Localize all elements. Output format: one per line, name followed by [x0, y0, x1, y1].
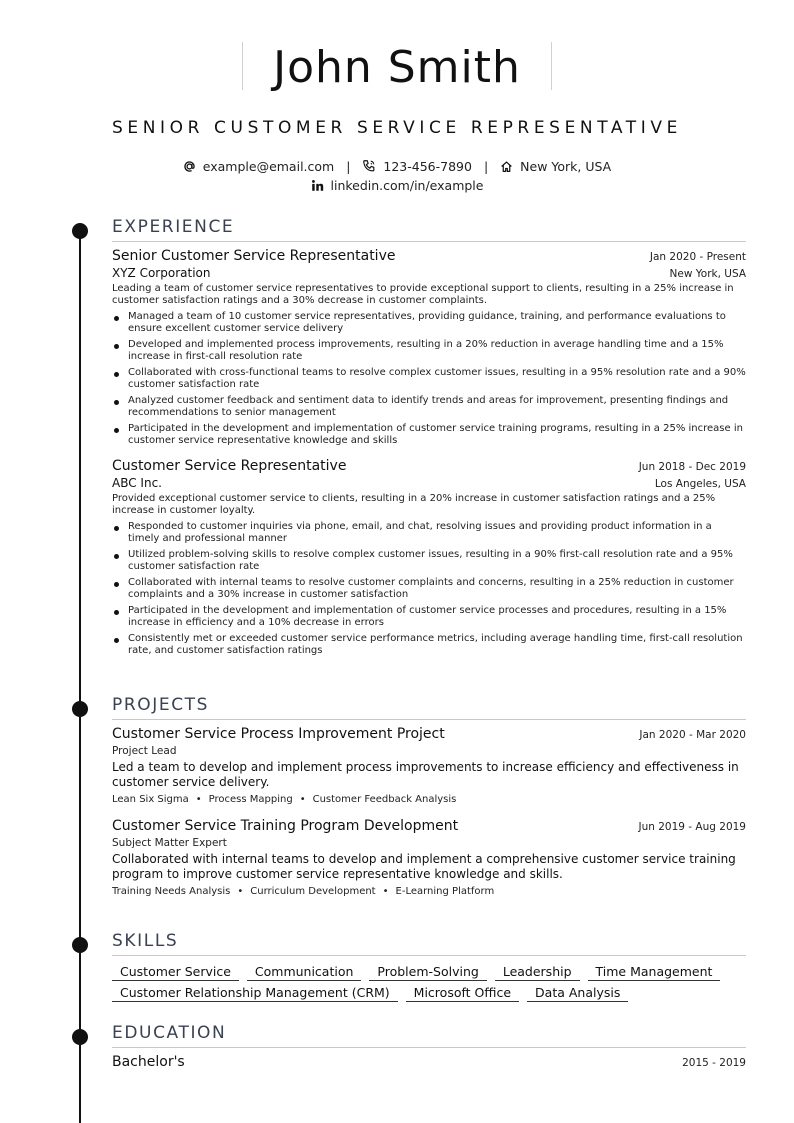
projects-section [112, 693, 746, 897]
list-item: Participated in the development and implementation of customer service processes and procedures, resulting in a 15% increase in efficiency and a 10% decrease in errors [112, 605, 746, 629]
job-bullets [112, 311, 746, 447]
list-item: Collaborated with internal teams to resolve customer complaints and concerns, resulting in a 25% reduction in customer complaints and a 30% increase in customer satisfaction [112, 577, 746, 601]
timeline-line [79, 230, 81, 1123]
skill-tag: Customer Relationship Management (CRM) [112, 985, 398, 1002]
project-dates: Jan 2020 - Mar 2020 [639, 729, 746, 741]
skills-section [112, 929, 746, 1006]
degree: Bachelor's [112, 1054, 185, 1070]
location-contact [500, 159, 611, 174]
skill-tag: Microsoft Office [406, 985, 519, 1002]
job-summary: Provided exceptional customer service to clients, resulting in a 20% increase in customer satisfaction ratings and a 25% increase in customer loyalty. [112, 493, 716, 516]
job-location: Los Angeles, USA [654, 478, 746, 490]
skill-tag: Leadership [495, 964, 580, 981]
skill-tag: Data Analysis [527, 985, 628, 1002]
linkedin-contact[interactable] [311, 178, 484, 193]
project-entry [112, 818, 746, 897]
keyword: Process Mapping [208, 794, 293, 805]
email-text: example@email.com [202, 159, 335, 174]
skill-tag: Communication [247, 964, 362, 981]
home-icon [500, 160, 513, 176]
phone-text: 123-456-7890 [383, 159, 472, 174]
experience-section [112, 215, 746, 661]
education-dates: 2015 - 2019 [682, 1057, 746, 1069]
skills-list [112, 964, 746, 1006]
project-title: Customer Service Training Program Development [112, 818, 459, 834]
keyword: Lean Six Sigma [112, 794, 189, 805]
list-item: Developed and implemented process improvements, resulting in a 20% reduction in average handling time and a 15% increase in first-call resolution rate [112, 339, 746, 363]
list-item: Analyzed customer feedback and sentiment data to identify trends and areas for improvement, presenting findings and recommendations to senior management [112, 395, 746, 419]
project-role: Subject Matter Expert [112, 837, 227, 849]
list-item: Responded to customer inquiries via phone, email, and chat, resolving issues and providing product information in a timely and professional manner [112, 521, 746, 545]
email-contact[interactable] [183, 159, 338, 174]
skill-tag: Customer Service [112, 964, 239, 981]
keyword-separator: • [195, 794, 202, 805]
job-bullets [112, 521, 746, 657]
section-divider [112, 1047, 746, 1048]
job-title: Customer Service Representative [112, 458, 347, 474]
section-title: PROJECTS [112, 695, 210, 715]
project-keywords [112, 886, 746, 897]
education-section [112, 1021, 746, 1070]
headline: SENIOR CUSTOMER SERVICE REPRESENTATIVE [112, 118, 682, 138]
job-title: Senior Customer Service Representative [112, 248, 396, 264]
skill-tag: Problem-Solving [369, 964, 486, 981]
timeline-dot-education [72, 1029, 88, 1045]
job-dates: Jan 2020 - Present [649, 251, 746, 263]
keyword: Customer Feedback Analysis [312, 794, 457, 805]
contact-separator: | [346, 159, 351, 174]
education-entry [112, 1054, 746, 1070]
name-wrapper [0, 42, 794, 93]
location-text: New York, USA [520, 159, 612, 174]
project-description: Led a team to develop and implement process improvements to increase efficiency and effectiveness in customer service delivery. [112, 760, 739, 789]
job-location: New York, USA [669, 268, 746, 280]
timeline-dot-experience [72, 223, 88, 239]
section-divider [112, 955, 746, 956]
section-divider [112, 241, 746, 242]
list-item: Utilized problem-solving skills to resolve complex customer issues, resulting in a 90% first-call resolution rate and a 95% customer satisfaction rate [112, 549, 746, 573]
linkedin-text: linkedin.com/in/example [330, 178, 484, 193]
section-title: EXPERIENCE [112, 217, 235, 237]
list-item: Consistently met or exceeded customer service performance metrics, including average handling time, first-call resolution rate, and customer satisfaction ratings [112, 633, 746, 657]
linkedin-icon [311, 179, 324, 195]
contact-row [0, 159, 794, 176]
timeline-dot-projects [72, 701, 88, 717]
section-title: EDUCATION [112, 1023, 227, 1043]
job-entry [112, 458, 746, 657]
list-item: Participated in the development and implementation of customer service training programs, resulting in a 25% increase in customer service representative knowledge and skills [112, 423, 746, 447]
at-icon [183, 160, 196, 176]
job-entry [112, 248, 746, 447]
job-summary: Leading a team of customer service representatives to provide exceptional support to clients, resulting in a 25% increase in customer satisfaction ratings and a 30% decrease in customer complaints. [112, 283, 734, 306]
project-description: Collaborated with internal teams to develop and implement a comprehensive customer service training program to improve customer service representative knowledge and skills. [112, 852, 736, 881]
project-dates: Jun 2019 - Aug 2019 [638, 821, 746, 833]
name-box [242, 42, 552, 93]
phone-icon [362, 159, 376, 176]
skill-tag: Time Management [588, 964, 721, 981]
candidate-name: John Smith [273, 42, 521, 93]
job-dates: Jun 2018 - Dec 2019 [638, 461, 746, 473]
contact-separator: | [483, 159, 489, 174]
keyword-separator: • [299, 794, 306, 805]
project-keywords [112, 794, 746, 805]
keyword-separator: • [237, 886, 244, 897]
keyword: Training Needs Analysis [112, 886, 231, 897]
company-name: ABC Inc. [112, 476, 162, 490]
list-item: Managed a team of 10 customer service representatives, providing guidance, training, and performance evaluations to ensure excellent customer service delivery [112, 311, 746, 335]
keyword-separator: • [382, 886, 389, 897]
project-entry [112, 726, 746, 805]
linkedin-row [0, 178, 794, 195]
company-name: XYZ Corporation [112, 266, 211, 280]
section-divider [112, 719, 746, 720]
section-title: SKILLS [112, 931, 179, 951]
keyword: E-Learning Platform [395, 886, 495, 897]
keyword: Curriculum Development [250, 886, 376, 897]
phone-contact[interactable] [362, 159, 476, 174]
project-role: Project Lead [112, 745, 177, 757]
project-title: Customer Service Process Improvement Project [112, 726, 445, 742]
list-item: Collaborated with cross-functional teams to resolve complex customer issues, resulting in a 95% resolution rate and a 90% customer satisfaction rate [112, 367, 746, 391]
timeline-dot-skills [72, 937, 88, 953]
